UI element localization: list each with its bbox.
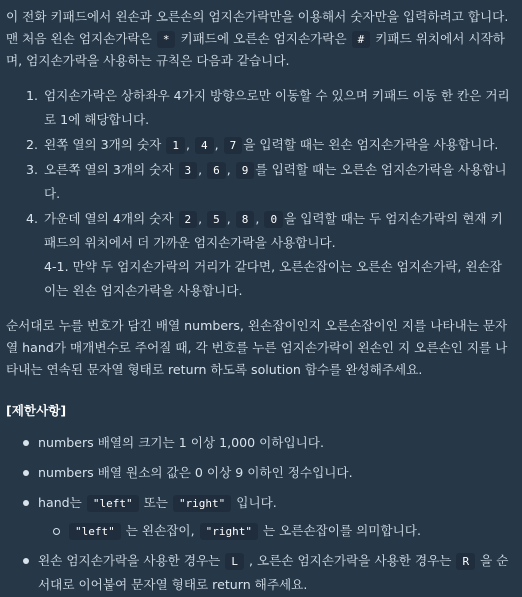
- constraint-sublist: [38, 519, 512, 543]
- constraint-text: 는 왼손잡이,: [121, 523, 199, 538]
- rule-item: 2. 왼쪽 열의 3개의 숫자 1 , 4 , 7 을 입력할 때는 왼손 엄지손가락을 사용합니다.: [42, 133, 512, 157]
- intro-text: 키패드에 오른손 엄지손가락은: [176, 31, 351, 46]
- code-digit: 9: [236, 162, 255, 179]
- constraint-text: , 오른손 엄지손가락을 사용한 경우는: [244, 553, 456, 568]
- code-left: "left": [87, 495, 139, 512]
- code-digit: 0: [264, 211, 283, 228]
- constraint-subitem: [68, 519, 512, 543]
- code-digit: 4: [195, 137, 214, 154]
- constraint-text: hand는: [38, 495, 86, 510]
- constraint-item: [38, 461, 512, 485]
- constraints-title: [제한사항]: [6, 403, 67, 418]
- rule-text: 를 입력할 때는 오른손 엄지손가락을 사용합니다.: [44, 162, 507, 201]
- rule-item: [42, 84, 512, 132]
- rules-list: [6, 84, 512, 303]
- constraint-text: numbers 배열 원소의 값은 0 이상 9 이하인 정수입니다.: [38, 465, 353, 480]
- code-digit: 1: [166, 137, 185, 154]
- rule-item: 4. 가운데 열의 4개의 숫자 2 , 5 , 8 , 0 을 입력할 때는 두 엄지손가락의 현재 키패드의 위치에서 더 가까운 엄지손가락을 사용합니다. 4-1. 만약 두 엄지손가락의 거리가 같다면, 오른손잡이는 오른손 엄지손가락, 왼손잡이는 왼손 엄지손가락을 사용합니다.: [42, 207, 512, 303]
- constraint-text: numbers 배열의 크기는 1 이상 1,000 이하입니다.: [38, 435, 324, 450]
- constraint-text: 또는: [139, 495, 172, 510]
- code-right: "right": [173, 495, 231, 512]
- constraint-item: [38, 491, 512, 543]
- constraint-text: 왼손 엄지손가락을 사용한 경우는: [38, 553, 225, 568]
- description-paragraph: 순서대로 누를 번호가 담긴 배열 numbers, 왼손잡이인지 오른손잡이인 지를 나타내는 문자열 hand가 매개변수로 주어질 때, 각 번호를 누른 엄지손가락이 왼손인 지 오른손인 지를 나타내는 연속된 문자열 형태로 return 하도록 solution 함수를 완성해주세요.: [6, 318, 508, 377]
- rule-text: 왼쪽 열의 3개의 숫자: [44, 137, 166, 152]
- constraints-list: [6, 431, 512, 597]
- rule-subtext: 4-1. 만약 두 엄지손가락의 거리가 같다면, 오른손잡이는 오른손 엄지손가락, 왼손잡이는 왼손 엄지손가락을 사용합니다.: [44, 259, 502, 298]
- rule-text: 가운데 열의 4개의 숫자: [44, 211, 178, 226]
- rule-text: 오른쪽 열의 3개의 숫자: [44, 162, 178, 177]
- code-digit: 5: [207, 211, 226, 228]
- code-star: *: [157, 31, 176, 48]
- intro-paragraph: [6, 6, 512, 72]
- code-digit: 8: [236, 211, 255, 228]
- rule-text: 을 입력할 때는 왼손 엄지손가락을 사용합니다.: [243, 137, 499, 152]
- rule-item: 3. 오른쪽 열의 3개의 숫자 3 , 6 , 9 를 입력할 때는 오른손 엄지손가락을 사용합니다.: [42, 158, 512, 206]
- code-left: "left": [69, 523, 121, 540]
- intro-text: 이 전화 키패드에서 왼손과 오른손의 엄지손가락만을 이용해서 숫자만을 입력하려고 합니다. 맨 처음 왼손 엄지손가락은: [6, 9, 509, 46]
- rule-text: 을 입력할 때는 두 엄지손가락의 현재 키패드의 위치에서 더 가까운 엄지손가락을 사용합니다.: [44, 211, 503, 250]
- code-digit: 3: [179, 162, 198, 179]
- constraint-item: [38, 549, 512, 597]
- code-digit: 2: [179, 211, 198, 228]
- code-hash: #: [352, 31, 371, 48]
- code-R: R: [456, 553, 475, 570]
- rule-text: 엄지손가락은 상하좌우 4가지 방향으로만 이동할 수 있으며 키패드 이동 한 칸은 거리로 1에 해당합니다.: [44, 88, 510, 127]
- code-digit: 6: [207, 162, 226, 179]
- code-right: "right": [200, 523, 258, 540]
- constraint-text: 을 순서대로 이어붙여 문자열 형태로 return 해주세요.: [38, 553, 509, 592]
- constraint-text: 입니다.: [232, 495, 277, 510]
- constraint-text: 는 오른손잡이를 의미합니다.: [258, 523, 421, 538]
- intro-text: 키패드 위치에서 시작하며, 엄지손가락을 사용하는 규칙은 다음과 같습니다.: [6, 31, 505, 68]
- constraint-item: [38, 431, 512, 455]
- code-L: L: [225, 553, 244, 570]
- code-digit: 7: [224, 137, 243, 154]
